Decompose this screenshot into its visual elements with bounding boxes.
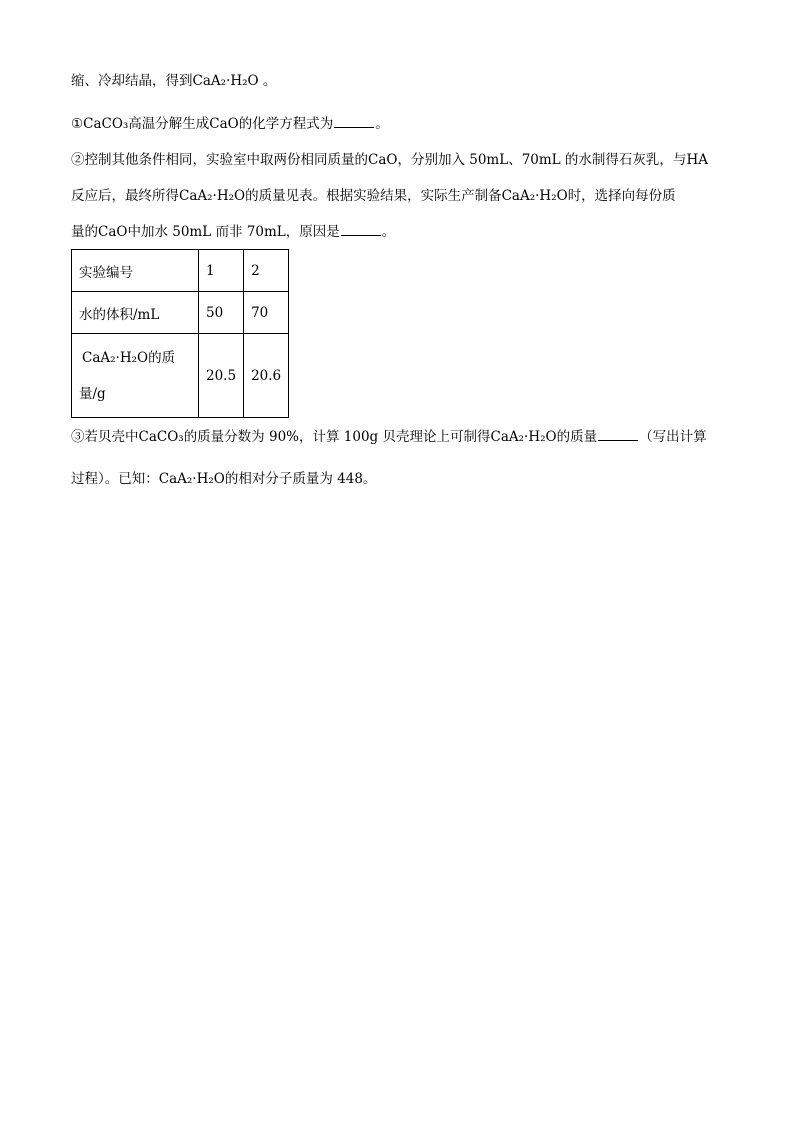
table-cell: 50 xyxy=(199,292,244,334)
chem-formula-cao: CaO xyxy=(209,116,239,132)
text-segment: 。 xyxy=(375,116,389,132)
text-line-1 xyxy=(71,71,276,91)
question-2-line-2 xyxy=(71,186,676,206)
text-segment: 反应后，最终所得 xyxy=(71,188,179,204)
chem-formula-ha: HA xyxy=(686,152,708,168)
chem-formula-caa2-h2o: CaA₂·H₂O xyxy=(192,73,259,89)
answer-blank[interactable] xyxy=(598,427,638,441)
chem-formula-cao: CaO xyxy=(368,152,398,168)
text-segment: 量/g xyxy=(79,385,106,402)
table-row-label xyxy=(72,334,199,418)
chem-formula-caa2-h2o: CaA₂·H₂O xyxy=(158,471,225,487)
table-cell: 20.6 xyxy=(244,334,289,418)
question-3-line-2 xyxy=(71,469,376,489)
text-segment: 。 xyxy=(258,73,277,89)
text-segment: 高温分解生成 xyxy=(128,116,210,132)
table-row-label: 水的体积/mL xyxy=(72,292,199,334)
question-number: ③ xyxy=(71,429,85,445)
text-segment: 的质量分数为 90%，计算 100g 贝壳理论上可制得 xyxy=(183,429,491,445)
question-2-line-1 xyxy=(71,150,708,170)
question-number: ② xyxy=(71,152,85,168)
table-row xyxy=(72,334,289,418)
text-segment: 控制其他条件相同，实验室中取两份相同质量的 xyxy=(84,152,368,168)
table-cell: 70 xyxy=(244,292,289,334)
text-segment: 量的 xyxy=(71,224,98,240)
text-segment: 缩、冷却结晶，得到 xyxy=(71,73,193,89)
text-segment: 的相对分子质量为 448。 xyxy=(224,471,377,487)
question-3-line-1 xyxy=(71,427,707,447)
table-row xyxy=(72,250,289,292)
table-cell: 1 xyxy=(199,250,244,292)
table-row xyxy=(72,292,289,334)
chem-formula-caco3: CaCO₃ xyxy=(138,429,184,445)
text-segment: 时，选择向每份质 xyxy=(567,188,676,204)
chem-formula-caco3: CaCO₃ xyxy=(83,116,129,132)
chem-formula-cao: CaO xyxy=(98,224,128,240)
chem-formula-caa2-h2o: CaA₂·H₂O xyxy=(179,188,246,204)
chem-formula-caa2-h2o: CaA₂·H₂O xyxy=(490,429,557,445)
text-segment: 若贝壳中 xyxy=(84,429,139,445)
text-segment: ，分别加入 50mL、70mL 的水制得石灰乳，与 xyxy=(397,152,687,168)
text-segment: 的化学方程式为 xyxy=(238,116,334,132)
question-number: ① xyxy=(71,116,84,132)
chem-formula-caa2-h2o: CaA₂·H₂O xyxy=(501,188,568,204)
chem-formula-caa2-h2o: CaA₂·H₂O xyxy=(82,349,149,366)
table-cell: 2 xyxy=(244,250,289,292)
text-segment: 的质量见表。根据实验结果，实际生产制备 xyxy=(245,188,502,204)
text-segment: 中加水 50mL 而非 70mL，原因是 xyxy=(127,224,340,240)
question-1 xyxy=(71,114,389,134)
experiment-table xyxy=(71,249,289,418)
text-segment: 。 xyxy=(381,224,396,240)
text-segment: （写出计算 xyxy=(639,429,707,445)
question-2-line-3 xyxy=(71,222,395,242)
answer-blank[interactable] xyxy=(341,222,381,236)
text-segment: 的质 xyxy=(148,349,176,366)
table-cell: 20.5 xyxy=(199,334,244,418)
text-segment: 的质量 xyxy=(556,429,598,445)
table-header-label: 实验编号 xyxy=(72,250,199,292)
text-segment: 过程）。已知： xyxy=(71,471,159,487)
answer-blank[interactable] xyxy=(334,114,374,128)
